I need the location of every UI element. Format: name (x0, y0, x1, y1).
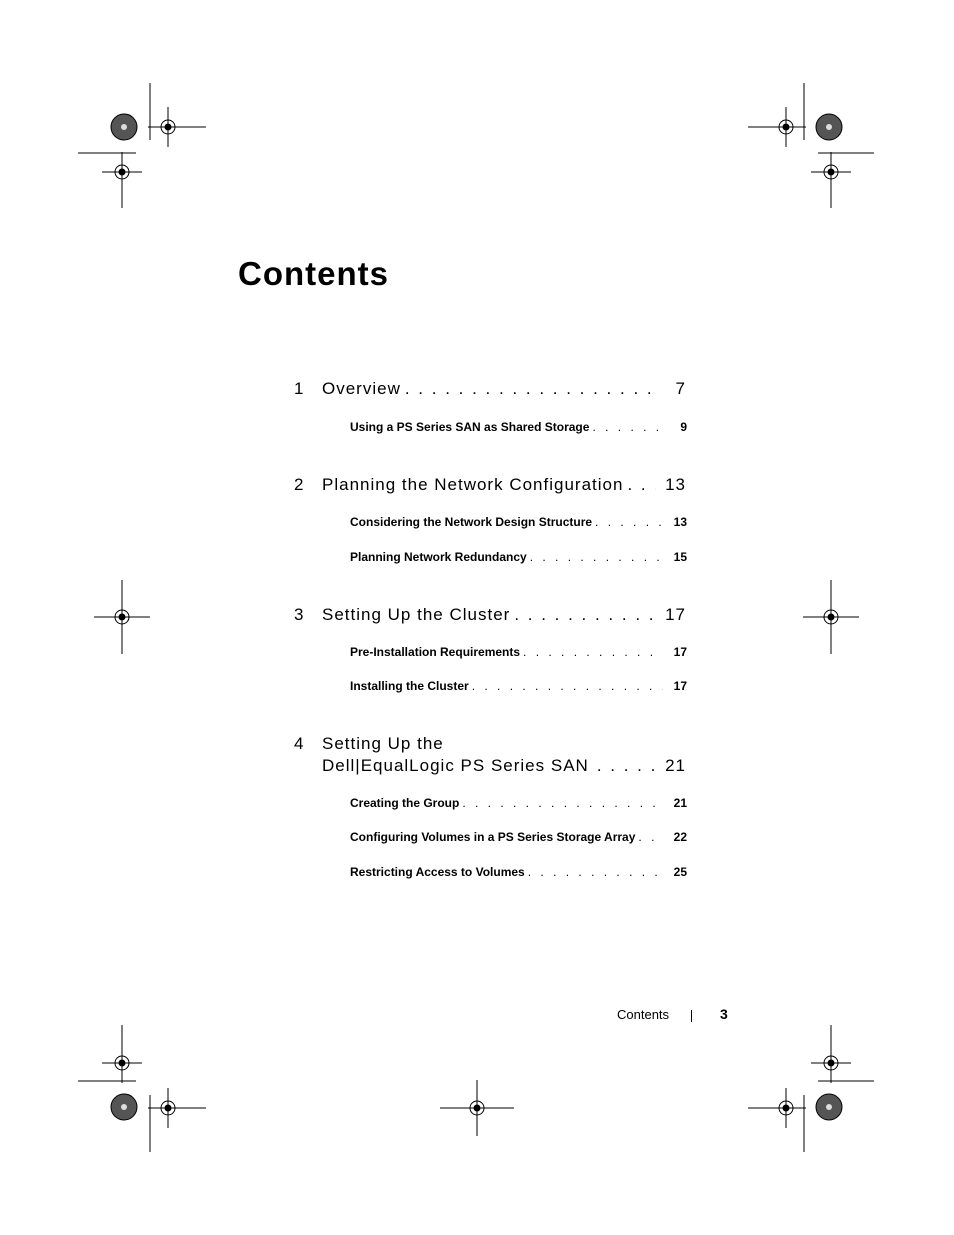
toc-section[interactable] (350, 679, 687, 693)
toc-chapter-4[interactable] (294, 734, 686, 780)
chapter-page-number: 21 (665, 756, 686, 775)
section-title: Planning Network Redundancy (350, 550, 527, 564)
chapter-page-number: 17 (665, 605, 686, 624)
section-page-number: 13 (673, 515, 687, 529)
chapter-number: 4 (294, 734, 305, 753)
starburst-mark-top-right (816, 114, 842, 140)
toc-section[interactable] (350, 830, 687, 844)
section-title: Considering the Network Design Structure (350, 515, 593, 529)
section-title: Configuring Volumes in a PS Series Storage Array (350, 830, 636, 844)
section-title: Restricting Access to Volumes (350, 865, 525, 879)
starburst-mark-bottom-right (816, 1094, 842, 1120)
chapter-title: Overview (322, 379, 401, 398)
dot-leader (530, 550, 663, 564)
toc-section[interactable] (350, 550, 687, 564)
section-title: Installing the Cluster (350, 679, 469, 693)
section-title: Using a PS Series SAN as Shared Storage (350, 420, 590, 434)
chapter-title-line-2: Dell|EqualLogic PS Series SAN (322, 756, 589, 775)
toc-chapter-3[interactable] (294, 605, 686, 625)
toc-section[interactable] (350, 515, 687, 529)
chapter-title: Setting Up the Cluster (322, 605, 511, 624)
dot-leader (523, 645, 663, 659)
section-title: Creating the Group (350, 796, 460, 810)
chapter-title-line-1: Setting Up the (322, 734, 444, 753)
dot-leader (472, 679, 663, 693)
section-page-number: 17 (673, 645, 687, 659)
chapter-page-number: 13 (665, 475, 686, 494)
starburst-mark-bottom-left (111, 1094, 137, 1120)
dot-leader (514, 605, 656, 625)
toc-section[interactable] (350, 420, 687, 434)
section-page-number: 9 (680, 420, 687, 434)
footer-page-number: 3 (720, 1006, 728, 1022)
dot-leader (592, 420, 663, 434)
dot-leader (638, 830, 663, 844)
page-title: Contents (238, 255, 389, 292)
chapter-title: Planning the Network Configuration (322, 475, 624, 494)
toc-section[interactable] (350, 865, 687, 879)
footer-label: Contents (617, 1007, 670, 1022)
section-page-number: 15 (673, 550, 687, 564)
section-page-number: 25 (673, 865, 687, 879)
chapter-number: 1 (294, 379, 305, 398)
section-page-number: 17 (673, 679, 687, 693)
dot-leader (589, 756, 657, 776)
chapter-page-number: 7 (675, 379, 686, 398)
toc-section[interactable] (350, 645, 687, 659)
dot-leader (405, 379, 656, 399)
section-page-number: 21 (673, 796, 687, 810)
section-title: Pre-Installation Requirements (350, 645, 521, 659)
starburst-mark-top-left (111, 114, 137, 140)
toc-chapter-1[interactable] (294, 379, 686, 399)
dot-leader (595, 515, 663, 529)
toc-section[interactable] (350, 796, 687, 810)
dot-leader (627, 475, 656, 495)
chapter-number: 2 (294, 475, 305, 494)
toc-chapter-2[interactable] (294, 475, 686, 495)
section-page-number: 22 (673, 830, 687, 844)
dot-leader (528, 865, 663, 879)
dot-leader (462, 796, 663, 810)
footer-divider (691, 1010, 692, 1022)
chapter-number: 3 (294, 605, 305, 624)
